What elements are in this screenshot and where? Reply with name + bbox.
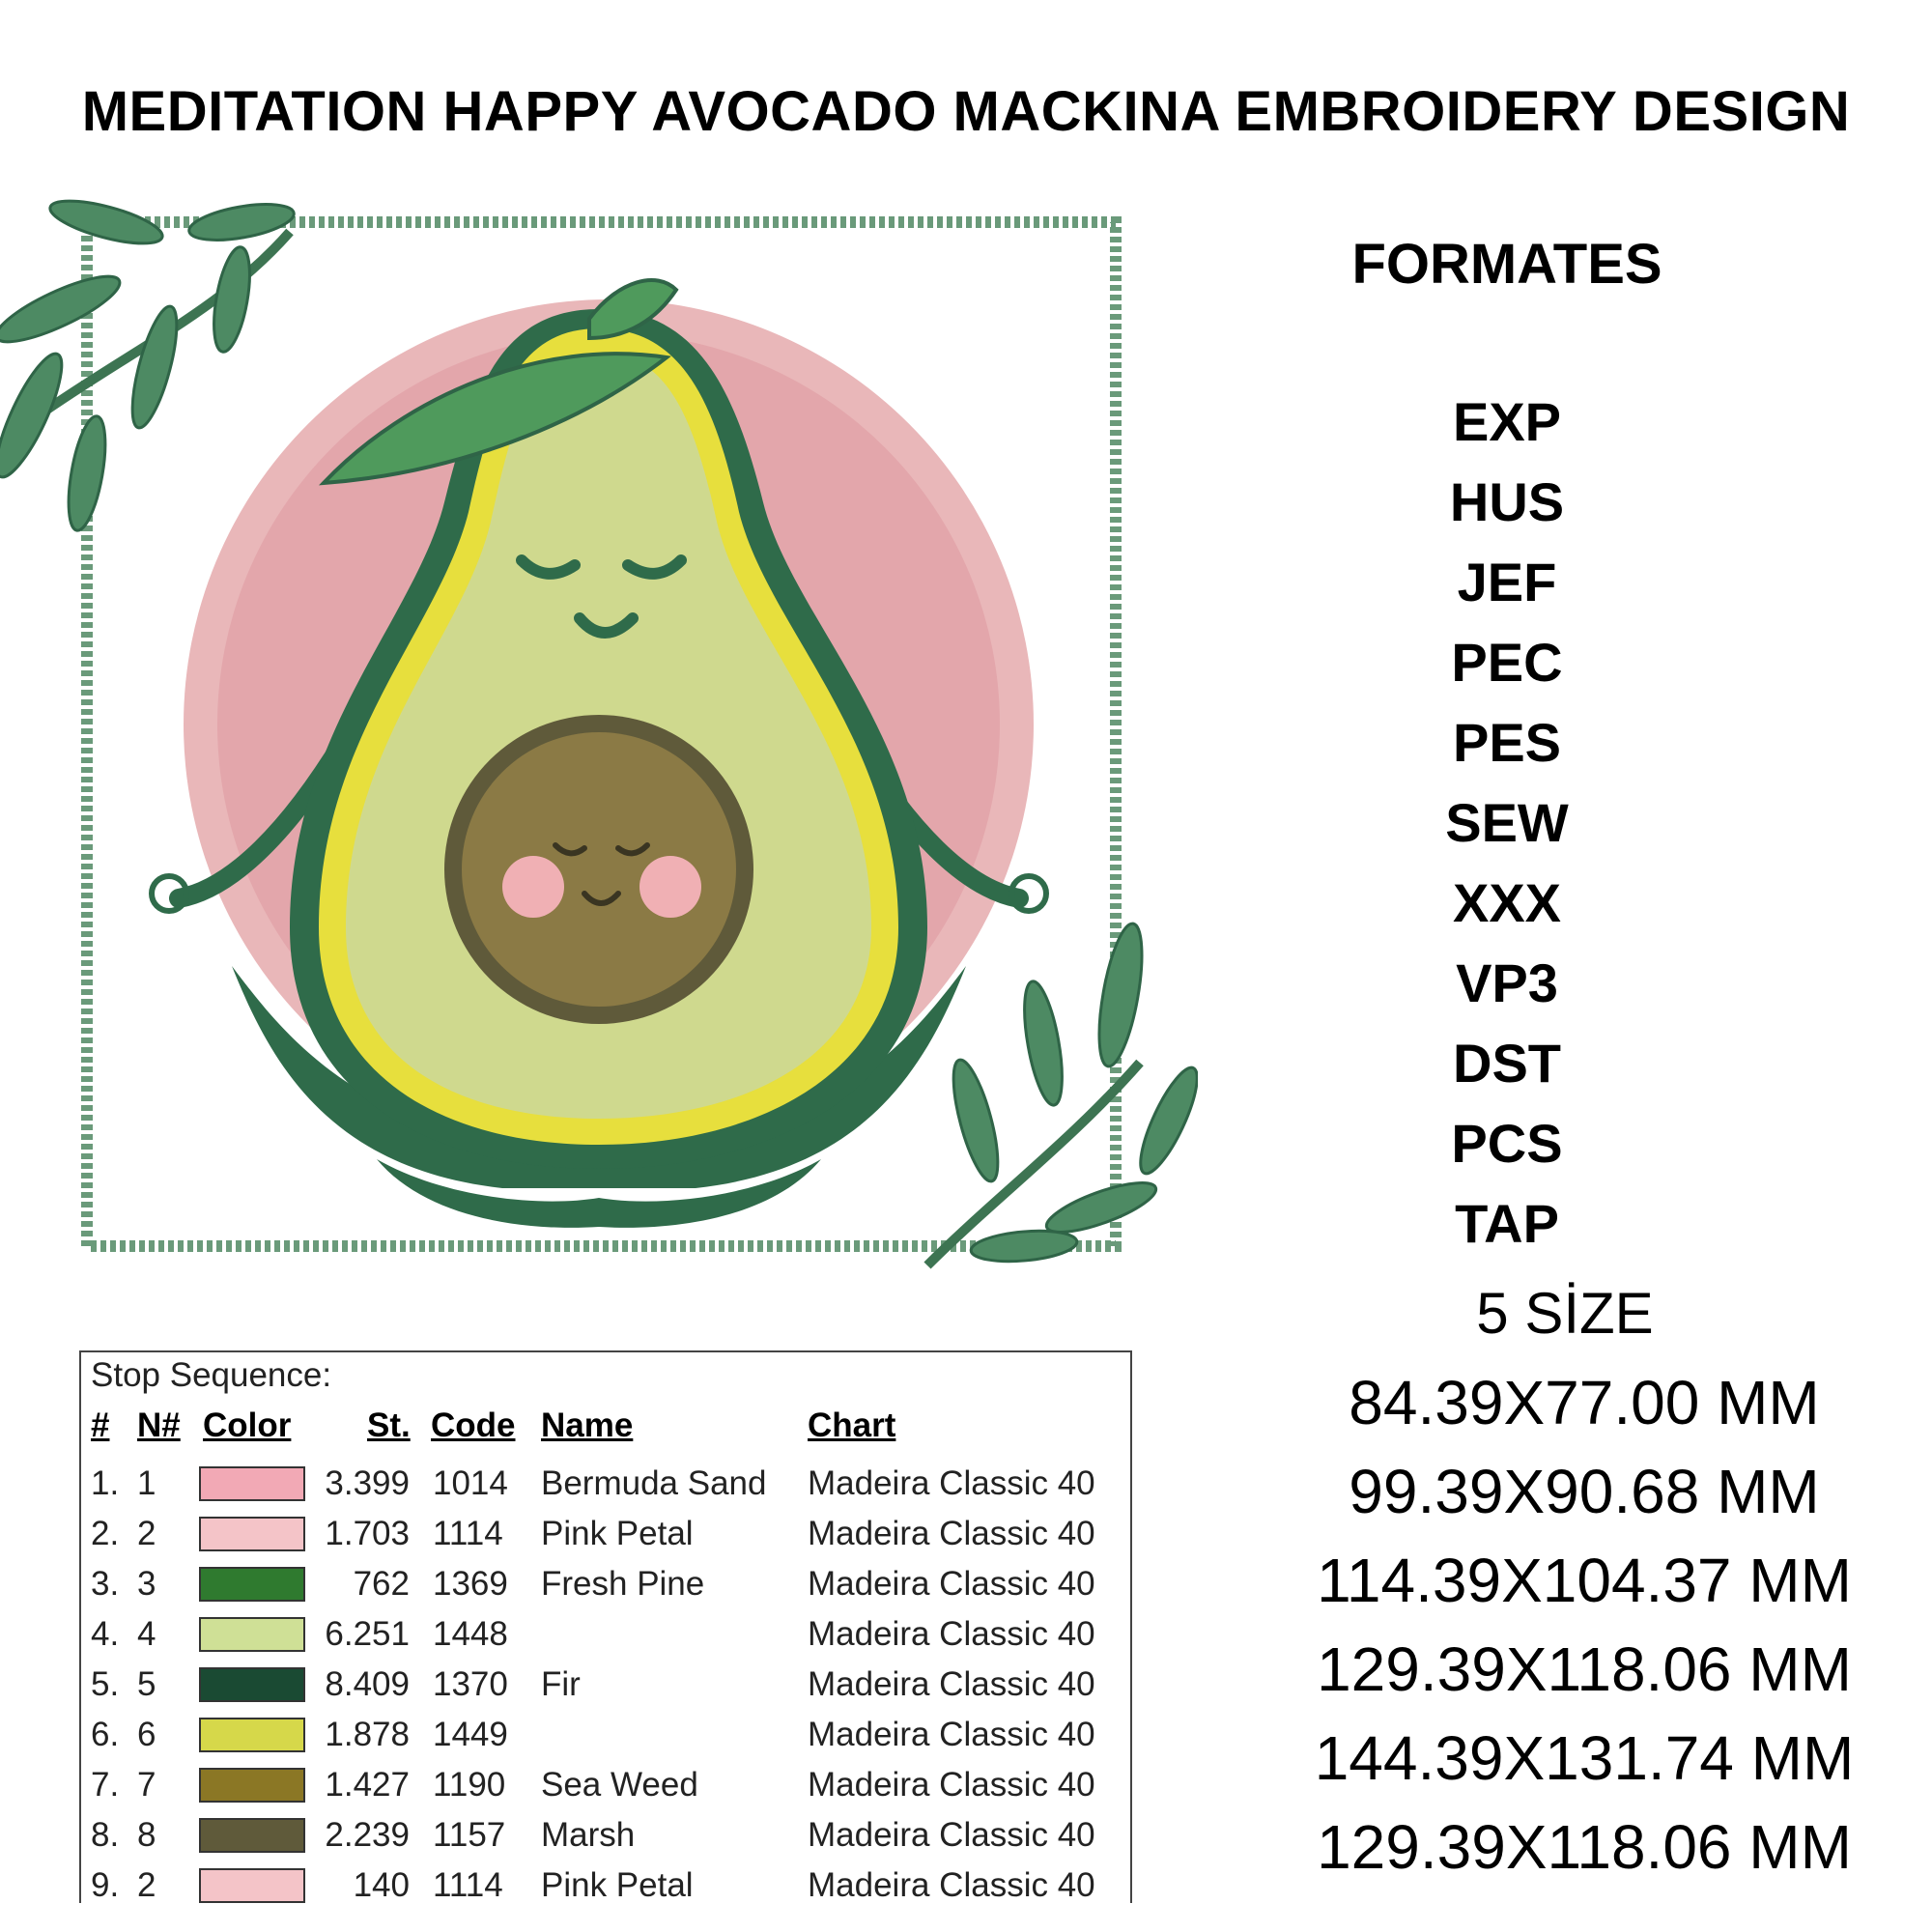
cell-chart: Madeira Classic 40 [808, 1515, 1095, 1552]
color-swatch [199, 1517, 305, 1551]
cell-code: 1449 [433, 1716, 508, 1753]
cell-stitches: 3.399 [325, 1464, 410, 1502]
size-list [1246, 1364, 1922, 1897]
leaf-branch-bottom-right [927, 921, 1198, 1265]
cell-code: 1190 [433, 1766, 506, 1804]
cell-name: Fir [541, 1665, 581, 1703]
table-row [81, 1561, 1134, 1611]
cell-index: 7. [91, 1766, 120, 1804]
format-item: VP3 [1456, 952, 1558, 1013]
cell-needle: 3 [137, 1565, 156, 1603]
cell-index: 9. [91, 1866, 120, 1904]
cell-needle: 2 [137, 1866, 156, 1904]
format-item: JEF [1457, 552, 1557, 612]
color-swatch [199, 1718, 305, 1752]
header-code: Code [431, 1406, 516, 1444]
cell-name: Sea Weed [541, 1766, 698, 1804]
cell-needle: 1 [137, 1464, 156, 1502]
format-item: TAP [1455, 1193, 1559, 1254]
table-row [81, 1511, 1134, 1561]
cell-index: 3. [91, 1565, 120, 1603]
color-swatch [199, 1667, 305, 1702]
formats-heading: FORMATES [1351, 233, 1662, 296]
color-swatch [199, 1617, 305, 1652]
table-row [81, 1611, 1134, 1662]
cell-chart: Madeira Classic 40 [808, 1816, 1095, 1854]
cell-name: Pink Petal [541, 1515, 694, 1552]
cell-stitches: 1.878 [325, 1716, 410, 1753]
cell-chart: Madeira Classic 40 [808, 1716, 1095, 1753]
cell-name: Marsh [541, 1816, 636, 1854]
cell-needle: 2 [137, 1515, 156, 1552]
format-list [1314, 388, 1700, 1270]
cell-code: 1114 [433, 1515, 503, 1552]
header-stitches: St. [367, 1406, 411, 1444]
header-needle: N# [137, 1406, 181, 1444]
size-item: 129.39X118.06 MM [1317, 1634, 1852, 1704]
size-item: 144.39X131.74 MM [1314, 1723, 1855, 1793]
table-row [81, 1662, 1134, 1712]
cell-stitches: 8.409 [325, 1665, 410, 1703]
leaf-branch-top-left [0, 193, 297, 533]
cell-needle: 8 [137, 1816, 156, 1854]
color-swatch [199, 1868, 305, 1903]
avocado-embroidery-illustration [0, 193, 1198, 1294]
cell-chart: Madeira Classic 40 [808, 1615, 1095, 1653]
format-item: SEW [1445, 792, 1569, 853]
cell-stitches: 140 [353, 1866, 410, 1904]
color-swatch [199, 1818, 305, 1853]
cell-code: 1114 [433, 1866, 503, 1904]
format-item: XXX [1452, 872, 1562, 933]
cell-code: 1157 [433, 1816, 506, 1854]
format-item: PES [1452, 712, 1562, 773]
table-row [81, 1862, 1134, 1913]
cell-name: Pink Petal [541, 1866, 694, 1904]
color-swatch [199, 1567, 305, 1602]
format-item: PEC [1451, 632, 1563, 693]
stop-sequence-caption: Stop Sequence: [91, 1356, 332, 1394]
cell-index: 1. [91, 1464, 120, 1502]
table-row [81, 1762, 1134, 1812]
size-item: 84.39X77.00 MM [1349, 1368, 1820, 1437]
cell-needle: 7 [137, 1766, 156, 1804]
cell-index: 2. [91, 1515, 120, 1552]
cell-chart: Madeira Classic 40 [808, 1565, 1095, 1603]
cell-stitches: 2.239 [325, 1816, 410, 1854]
size-count: 5 SİZE [1476, 1281, 1654, 1346]
table-row [81, 1712, 1134, 1762]
format-item: PCS [1451, 1113, 1563, 1174]
color-swatch [199, 1768, 305, 1803]
size-item: 99.39X90.68 MM [1349, 1457, 1820, 1526]
cell-chart: Madeira Classic 40 [808, 1766, 1095, 1804]
header-chart: Chart [808, 1406, 896, 1444]
cell-code: 1448 [433, 1615, 508, 1653]
size-item: 129.39X118.06 MM [1317, 1812, 1852, 1882]
cell-chart: Madeira Classic 40 [808, 1866, 1095, 1904]
cell-index: 4. [91, 1615, 120, 1653]
cell-chart: Madeira Classic 40 [808, 1665, 1095, 1703]
cell-code: 1369 [433, 1565, 508, 1603]
cell-index: 6. [91, 1716, 120, 1753]
stop-sequence-table [79, 1350, 1132, 1903]
cell-name: Bermuda Sand [541, 1464, 767, 1502]
cell-chart: Madeira Classic 40 [808, 1464, 1095, 1502]
format-item: EXP [1452, 391, 1562, 452]
cell-index: 5. [91, 1665, 120, 1703]
cell-needle: 4 [137, 1615, 156, 1653]
cell-stitches: 1.427 [325, 1766, 410, 1804]
table-row [81, 1461, 1134, 1511]
cell-stitches: 6.251 [325, 1615, 410, 1653]
cell-name: Fresh Pine [541, 1565, 705, 1603]
cell-stitches: 1.703 [325, 1515, 410, 1552]
color-swatch [199, 1466, 305, 1501]
cell-code: 1370 [433, 1665, 508, 1703]
header-color: Color [203, 1406, 292, 1444]
format-item: DST [1453, 1033, 1561, 1094]
cell-code: 1014 [433, 1464, 508, 1502]
header-name: Name [541, 1406, 634, 1444]
cell-index: 8. [91, 1816, 120, 1854]
cell-stitches: 762 [353, 1565, 410, 1603]
cell-needle: 6 [137, 1716, 156, 1753]
page-title: MEDITATION HAPPY AVOCADO MACKINA EMBROIDERY DESIGN [81, 80, 1851, 143]
table-row [81, 1812, 1134, 1862]
header-index: # [91, 1406, 110, 1444]
format-item: HUS [1449, 471, 1565, 532]
cell-needle: 5 [137, 1665, 156, 1703]
size-item: 114.39X104.37 MM [1317, 1546, 1852, 1615]
